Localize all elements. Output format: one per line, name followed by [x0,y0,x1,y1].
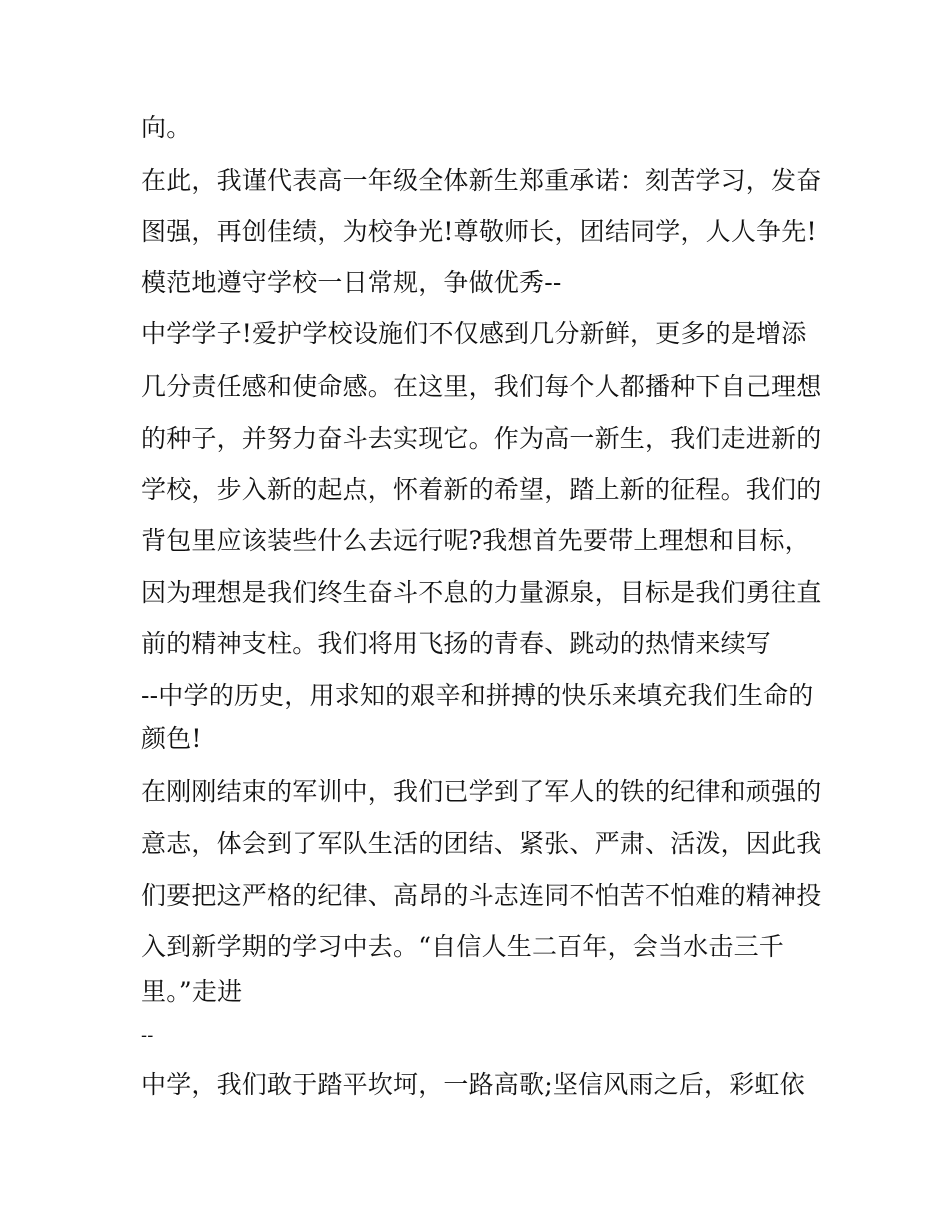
text-line: 因为理想是我们终生奋斗不息的力量源泉，目标是我们勇往直 [141,578,822,607]
text-line: 在刚刚结束的军训中，我们已学到了军人的铁的纪律和顽强的 [141,777,822,806]
text-line: 入到新学期的学习中去。“自信人生二百年，会当水击三千 [141,932,784,961]
text-line: 学校，步入新的起点，怀着新的希望，踏上新的征程。我们的 [141,475,822,504]
text-line: 背包里应该装些什么去远行呢?我想首先要带上理想和目标， [141,526,810,555]
text-line: 颜色! [141,724,202,753]
text-line: 前的精神支柱。我们将用飞扬的青春、跳动的热情来续写 [141,629,772,658]
text-line: 里。”走进 [141,977,243,1006]
text-line: 模范地遵守学校一日常规，争做优秀-- [141,268,562,297]
text-line: -- [141,1025,154,1046]
text-line: 中学学子!爱护学校设施们不仅感到几分新鲜，更多的是增添 [141,319,807,348]
text-line: 在此，我谨代表高一年级全体新生郑重承诺：刻苦学习，发奋 [141,166,822,195]
text-line: 几分责任感和使命感。在这里，我们每个人都播种下自己理想 [141,372,822,401]
text-line: 的种子，并努力奋斗去实现它。作为高一新生，我们走进新的 [141,424,822,453]
text-line: 向。 [141,113,192,142]
text-line: 们要把这严格的纪律、高昂的斗志连同不怕苦不怕难的精神投 [141,881,822,910]
text-line: 意志，体会到了军队生活的团结、紧张、严肃、活泼，因此我 [141,829,822,858]
text-line: 图强，再创佳绩，为校争光!尊敬师长，团结同学，人人争先! [141,217,817,246]
text-line: 中学，我们敢于踏平坎坷，一路高歌;坚信风雨之后，彩虹依 [141,1070,805,1099]
text-line: --中学的历史，用求知的艰辛和拼搏的快乐来填充我们生命的 [141,681,814,710]
